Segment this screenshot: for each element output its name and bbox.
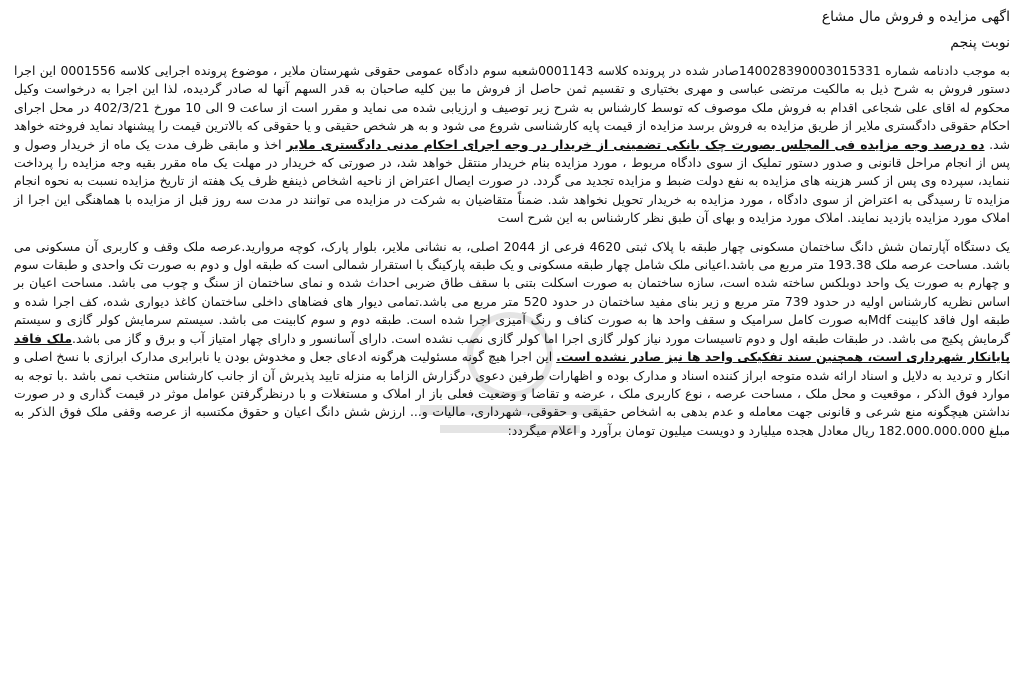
- auction-terms-paragraph: [14, 62, 1010, 228]
- auction-terms-continued: اخذ و مابقی ظرف مدت یک ماه از خریدار وصول و پس از انجام مراحل قانونی و صدور دستور تملیک از سوی دادگاه مربوط ، مورد مزایده بنام خریدار منتقل خواهد شد، در صورتی که خریدار در مهلت یک ماه مقرر بقیه وجه مزایده را پرداخت ننماید، سپرده وی پس از کسر هزینه های مزایده به نفع دولت ضبط و مزایده تجدید می گردد. در صورت ایصال اعتراض از ناحیه اشخاص ذینفع ظرف یک هفته از تاریخ مزایده نسبت به نحوه انجام مزایده تا رسیدگی به اعتراض از سوی دادگاه ، مورد مزایده به خریدار تحویل نخواهد شد. ضمناً متقاضیان به شرکت در مزایده می توانند در مدت سه روز قبل از مزایده با هماهنگی این اجرا از املاک مورد مزایده بازدید نمایند. املاک مورد مزایده و بهای آن طبق نظر کارشناس به این شرح است: [14, 136, 1010, 226]
- property-description-text: یک دستگاه آپارتمان شش دانگ ساختمان مسکونی چهار طبقه با پلاک ثبتی 4620 فرعی از 2044 اصلی، به نشانی ملایر، بلوار پارک، کوچه مروارید.عرصه ملک وقف و کاربری آن مسکونی می باشد. مساحت عرصه ملک 193.38 متر مربع می باشد.اعیانی ملک شامل چهار طبقه مسکونی و یک طبقه پارکینگ با استقرار شمالی است که طبقه اول و دوم به صورت تک واحدی و طبقات سوم و چهارم به صورت یک واحد دوبلکس ساخته شده است، سازه ساختمان به صورت اسکلت بتنی با سقف طاق ضربی احداث شده و نمای ساختمان از سنگ و چوب می باشد. مساحت اعیان بر اساس نظریه کارشناس اولیه در حدود 739 متر مربع و زیر بنای مفید ساختمان در حدود 520 متر مربع می باشد.تمامی دیوار های فضاهای داخلی ساختمان کاغذ دیواری شده، کف اجرا شده و طبقه اول فاقد کابینت Mdfبه صورت کامل سرامیک و سقف واحد ها به صورت کناف و رنگ آمیزی اجرا شده است. طبقه دوم و سوم کابینت می باشد. سیستم سرمایش کولر گازی و سیستم گرمایش پکیج می باشد. در طبقات طبقه اول و دوم تاسیسات مورد نیاز کولر گازی اجرا اما کولر گازی نصب نشده است. دارای آسانسور و دارای چهار امتیاز آب و برق و گاز می باشد.: [14, 238, 1011, 346]
- property-description-paragraph: [14, 238, 1010, 440]
- property-valuation-text: این اجرا هیچ گونه مسئولیت هرگونه ادعای جعل و مخدوش بودن یا نابرابری مدارک ابرازی با نسخ اصلی و انکار و تردید به دلایل و اسناد ارائه شده متوجه ابراز کننده اسناد و مدارک بوده و اظهارات طرفین دعوی درگزارش الزاما به منزله تایید پذیرش آن از جانب کارشناس منتخب نمی باشد .با توجه به موارد فوق الذکر ، موقعیت و محل ملک ، مساحت عرصه ، نوع کاربری ملک ، عرضه و تقاضا و وضعیت فعلی باز ار املاک و مستغلات و با درنظرگرفتن عوامل موثر در قیمت گذاری و در صورت نداشتن هیچگونه منع شرعی و قانونی جهت معامله و عدم بدهی به اشخاص حقیقی و حقوقی، شهرداری، مالیات و... ارزش شش دانگ اعیان و حقوق مکتسبه از عرصه وقفی ملک فوق الذکر به مبلغ 182.000.000.000 ریال معادل هجده میلیارد و دویست میلیون تومان برآورد و اعلام میگردد:: [14, 349, 1010, 438]
- auction-terms-text: به موجب دادنامه شماره 140028390003015331صادر شده در پرونده کلاسه 0001143شعبه سوم دادگاه عمومی حقوقی شهرستان ملایر ، موضوع پرونده اجرایی کلاسه 0001556 این اجرا دستور فروش به شرح ذیل به مالکیت مرتضی عباسی و مهری بختیاری و تقسیم ثمن حاصل از فروش ما بین کلیه صاحبان به قدر السهم آنها له صادر گردیده، لذا این اجرا به درخواست وکیل محکوم له اقای علی شجاعی اقدام به فروش ملک موصوف که توسط کارشناس به شرح زیر توصیف و ارزیابی شده می نماید و مقرر است از ساعت 9 الی 10 مورخ 402/3/21 در محل اجرای احکام حقوقی دادگستری ملایر از طریق مزایده به فروش برسد مزایده از قیمت پایه کارشناسی شروع می شود و به هر شخص حقیقی و یا حقوقی که بالاترین قیمت را پیشنهاد نماید فروخته خواهد شد.: [14, 63, 1010, 152]
- property-status-emphasis: ملک فاقد پایانکار شهرداری است، همچنین سند تفکیکی واحد ها نیز صادر نشده است.: [14, 330, 1010, 365]
- notice-title: اگهی مزایده و فروش مال مشاع: [821, 9, 1010, 25]
- deposit-terms-emphasis: ده درصد وجه مزایده فی المجلس بصورت چک بانکی تضمینی از خریدار در وجه اجرای احکام مدنی دادگستری ملایر: [286, 136, 985, 152]
- notice-round: نوبت پنجم: [950, 35, 1010, 51]
